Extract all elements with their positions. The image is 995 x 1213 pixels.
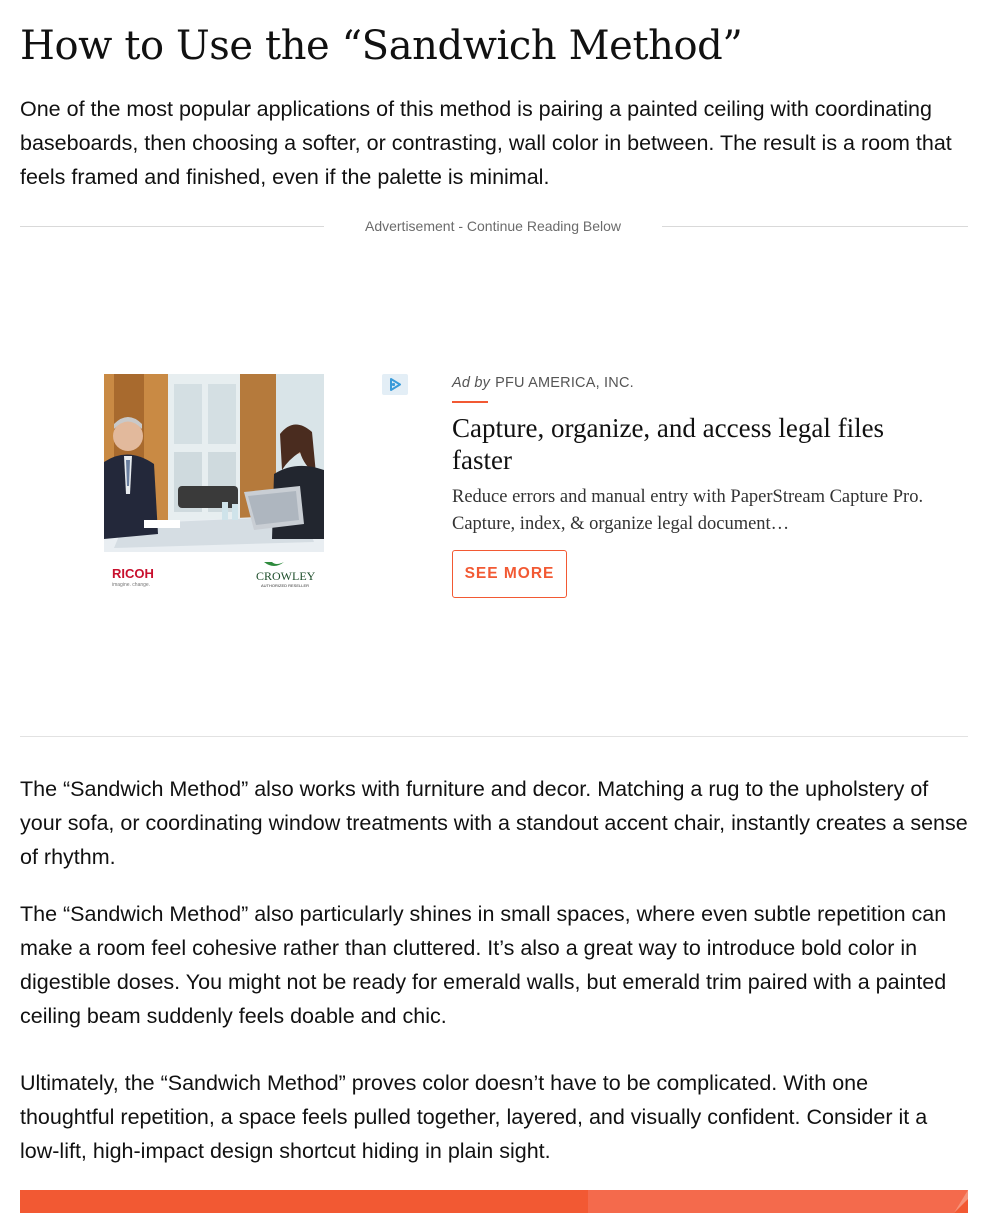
ad-image[interactable] [104,374,324,592]
advertisement-label: Advertisement - Continue Reading Below [364,218,622,234]
ad-description[interactable]: Reduce errors and manual entry with PaperStream Capture Pro. Capture, index, & organize legal document… [452,487,924,534]
ricoh-logo: RICOH [112,566,154,581]
advertisement-label-row [20,215,968,237]
adchoices-icon[interactable] [382,374,408,395]
see-more-button[interactable]: SEE MORE [452,550,567,598]
article-paragraph: One of the most popular applications of this method is pairing a painted ceiling with coordinating baseboards, then choosing a softer, or contrasting, wall color in between. The result is a room that feels framed and finished, even if the palette is minimal. [20,97,952,189]
divider [20,736,968,737]
ad-title[interactable]: Capture, organize, and access legal files faster [452,413,885,475]
promo-banner-segment [588,1190,968,1213]
section-heading: How to Use the “Sandwich Method” [20,23,743,69]
ad-unit[interactable] [20,237,968,735]
promo-banner[interactable] [20,1190,968,1213]
article-paragraph: The “Sandwich Method” also works with furniture and decor. Matching a rug to the upholstery of your sofa, or coordinating window treatments with a standout accent chair, instantly creates a sense of rhythm. [20,777,968,869]
accent-rule [452,401,488,403]
svg-text:AUTHORIZED RESELLER: AUTHORIZED RESELLER [261,583,310,588]
ad-photo [104,374,324,592]
ad-sponsor [452,373,634,393]
ad-by-label: Ad by [452,375,491,391]
crowley-logo: CROWLEY [256,569,316,583]
corner-fold-icon [954,1190,968,1213]
article-paragraph: Ultimately, the “Sandwich Method” proves color doesn’t have to be complicated. With one thoughtful repetition, a space feels pulled together, layered, and visually confident. Consider it a low-lift, high-impact design shortcut hiding in plain sight. [20,1071,928,1163]
advertiser-name[interactable]: PFU AMERICA, INC. [495,375,634,391]
article-paragraph: The “Sandwich Method” also particularly shines in small spaces, where even subtle repetition can make a room feel cohesive rather than cluttered. It’s also a great way to introduce bold color in digestible doses. You might not be ready for emerald walls, but emerald trim paired with a painted ceiling beam suddenly feels doable and chic. [20,902,947,1028]
divider [20,226,324,227]
svg-text:imagine. change.: imagine. change. [112,582,151,588]
divider [662,226,968,227]
